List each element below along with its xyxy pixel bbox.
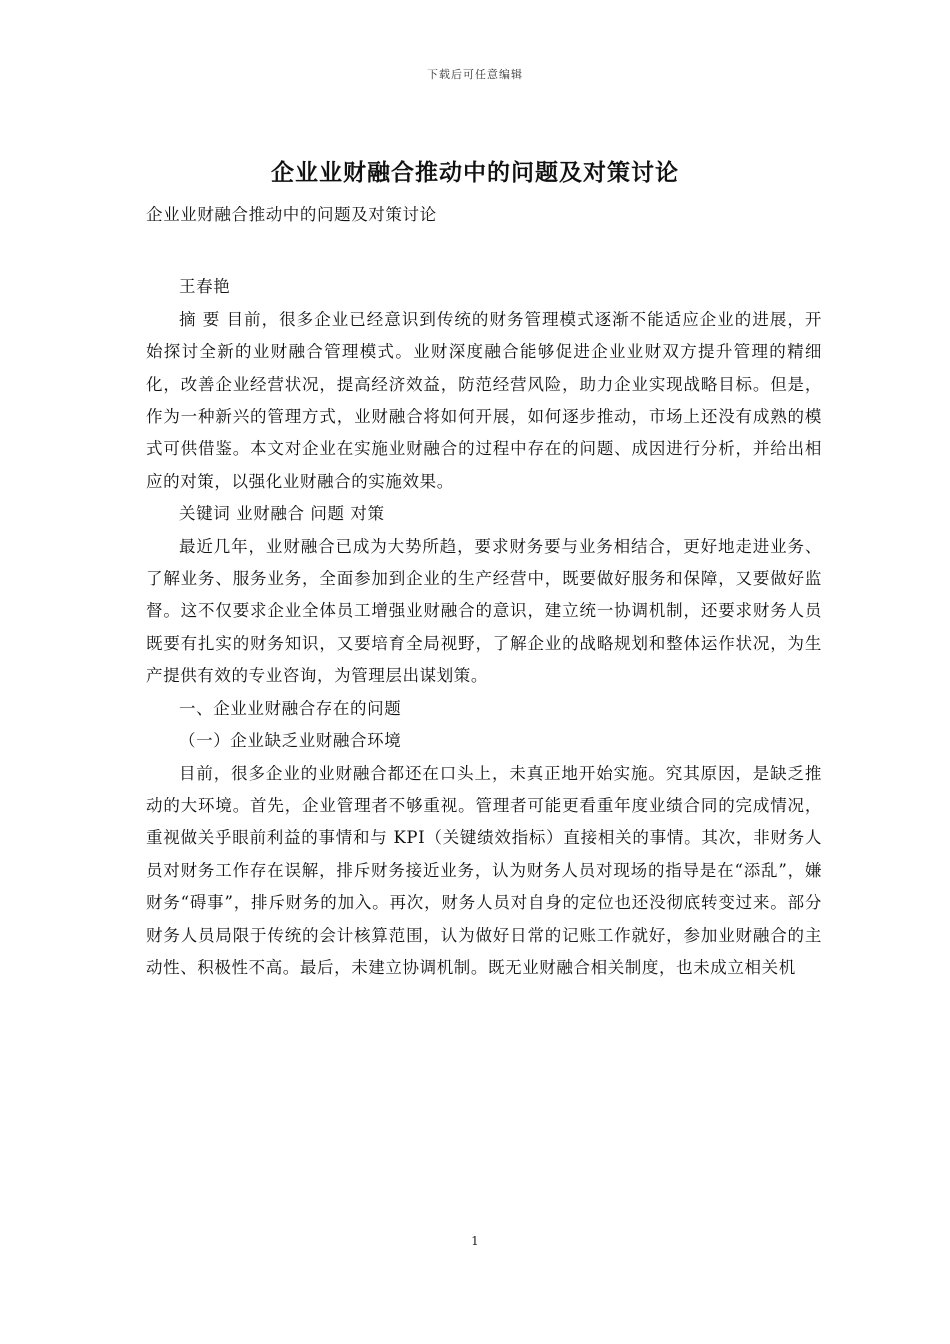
intro-paragraph: 最近几年，业财融合已成为大势所趋，要求财务要与业务相结合，更好地走进业务、了解业务、服务业务，全面参加到企业的生产经营中，既要做好服务和保障，又要做好监督。这不仅要求企业全体员工增强业财融合的意识，建立统一协调机制，还要求财务人员既要有扎实的财务知识，又要培育全局视野，了解企业的战略规划和整体运作状况，为生产提供有效的专业咨询，为管理层出谋划策。 bbox=[146, 536, 822, 686]
document-body bbox=[146, 199, 822, 984]
document-subtitle: 企业业财融合推动中的问题及对策讨论 bbox=[146, 205, 437, 224]
author-name: 王春艳 bbox=[179, 277, 231, 297]
abstract-paragraph: 摘 要 目前，很多企业已经意识到传统的财务管理模式逐渐不能适应企业的进展，开始探讨全新的业财融合管理模式。业财深度融合能够促进企业业财双方提升管理的精细化，改善企业经营状况，提高经济效益，防范经营风险，助力企业实现战略目标。但是，作为一种新兴的管理方式，业财融合将如何开展，如何逐步推动，市场上还没有成熟的模式可供借鉴。本文对企业在实施业财融合的过程中存在的问题、成因进行分析，并给出相应的对策，以强化业财融合的实施效果。 bbox=[146, 309, 822, 491]
body-paragraph: 目前，很多企业的业财融合都还在口头上，未真正地开始实施。究其原因，是缺乏推动的大环境。首先，企业管理者不够重视。管理者可能更看重年度业绩合同的完成情况，重视做关乎眼前利益的事情和与 KPI（关键绩效指标）直接相关的事情。其次，非财务人员对财务工作存在误解，排斥财务接近业务，认为财务人员对现场的指导是在“添乱”，嫌财务“碍事”，排斥财务的加入。再次，财务人员对自身的定位也还没彻底转变过来。部分财务人员局限于传统的会计核算范围，认为做好日常的记账工作就好，参加业财融合的主动性、积极性不高。最后，未建立协调机制。既无业财融合相关制度，也未成立相关机 bbox=[146, 763, 822, 977]
section-heading: 一、企业业财融合存在的问题 bbox=[179, 698, 402, 718]
subsection-heading: （一）企业缺乏业财融合环境 bbox=[179, 731, 402, 751]
keywords-line: 关键词 业财融合 问题 对策 bbox=[179, 504, 385, 524]
header-note: 下载后可任意编辑 bbox=[427, 68, 523, 81]
spacer bbox=[146, 231, 822, 271]
page-number: 1 bbox=[471, 1234, 479, 1248]
document-title: 企业业财融合推动中的问题及对策讨论 bbox=[271, 160, 679, 186]
